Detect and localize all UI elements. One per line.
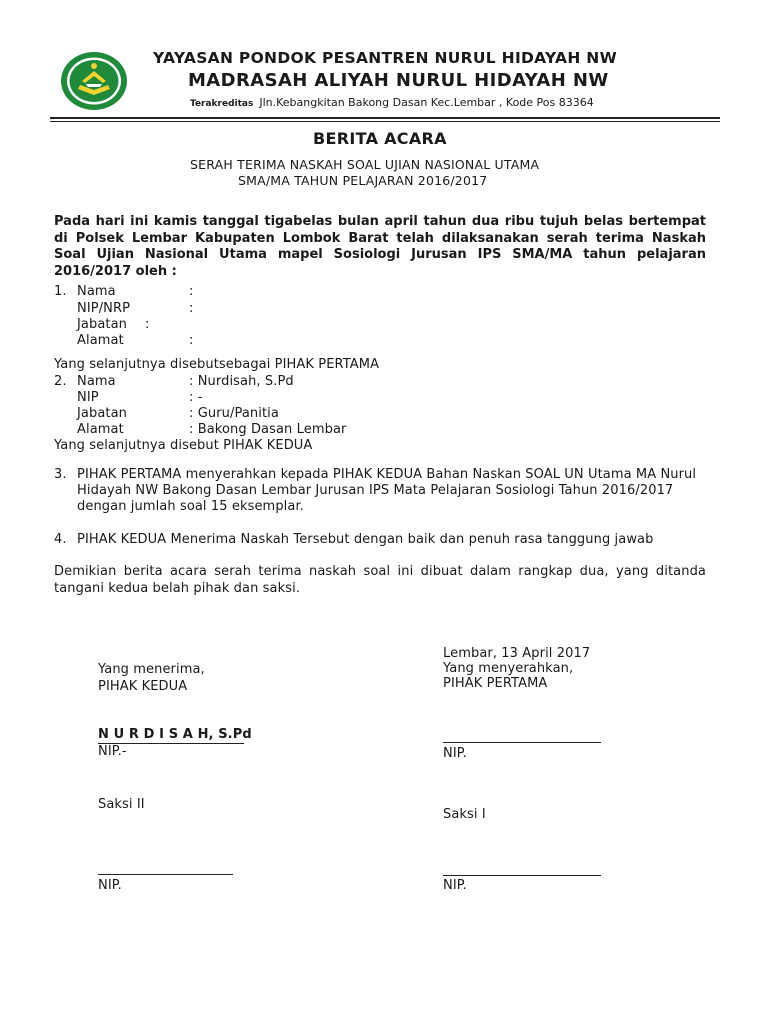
item4-text: PIHAK KEDUA Menerima Naskah Tersebut dengan baik dan penuh rasa tanggung jawab bbox=[77, 532, 654, 547]
party2-nip-value: : - bbox=[189, 390, 203, 405]
party1-jabatan-colon: : bbox=[145, 317, 150, 332]
header-divider-thin bbox=[50, 121, 720, 122]
witness1-label: Saksi I bbox=[443, 807, 486, 822]
item3-line-3: dengan jumlah soal 15 eksemplar. bbox=[77, 499, 304, 514]
party1-alamat-colon: : bbox=[189, 333, 194, 348]
school-name: MADRASAH ALIYAH NURUL HIDAYAH NW bbox=[188, 70, 609, 91]
school-emblem-icon bbox=[60, 51, 128, 111]
header-divider-thick bbox=[50, 117, 720, 119]
document-subtitle-2: SMA/MA TAHUN PELAJARAN 2016/2017 bbox=[238, 173, 488, 188]
intro-paragraph: Pada hari ini kamis tanggal tigabelas bulan april tahun dua ribu tujuh belas bertempat di Polsek Lembar Kabupaten Lombok Barat telah dilaksanakan serah terima Naskah Soal Ujian Nasional Utama mapel Sosiologi Jurusan IPS SMA/MA tahun pelajaran 2016/2017 oleh : bbox=[54, 214, 706, 279]
address-text: Jln.Kebangkitan Bakong Dasan Kec.Lembar , Kode Pos 83364 bbox=[259, 96, 594, 109]
party1-number: 1. bbox=[54, 284, 67, 299]
school-address bbox=[190, 96, 594, 109]
giver-signature-line bbox=[443, 742, 601, 743]
party2-number: 2. bbox=[54, 374, 67, 389]
item3-line-1: PIHAK PERTAMA menyerahkan kepada PIHAK KEDUA Bahan Naskan SOAL UN Utama MA Nurul bbox=[77, 467, 697, 482]
party1-nip-label: NIP/NRP bbox=[77, 301, 131, 316]
party1-note: Yang selanjutnya disebutsebagai PIHAK PERTAMA bbox=[54, 357, 380, 372]
foundation-name: YAYASAN PONDOK PESANTREN NURUL HIDAYAH NW bbox=[153, 49, 617, 67]
party2-jabatan-label: Jabatan bbox=[77, 406, 128, 421]
giver-nip: NIP. bbox=[443, 746, 467, 761]
item4-number: 4. bbox=[54, 532, 67, 547]
place-date: Lembar, 13 April 2017 bbox=[443, 646, 591, 661]
closing-paragraph: Demikian berita acara serah terima naskah soal ini dibuat dalam rangkap dua, yang ditanda tangani kedua belah pihak dan saksi. bbox=[54, 564, 706, 596]
receiver-party: PIHAK KEDUA bbox=[98, 679, 188, 694]
witness2-nip: NIP. bbox=[98, 878, 122, 893]
receiver-label: Yang menerima, bbox=[98, 662, 205, 677]
giver-party: PIHAK PERTAMA bbox=[443, 676, 548, 691]
party2-alamat-label: Alamat bbox=[77, 422, 124, 437]
party1-nama-label: Nama bbox=[77, 284, 116, 299]
party2-nama-label: Nama bbox=[77, 374, 116, 389]
party1-nip-colon: : bbox=[189, 301, 194, 316]
receiver-nip: NIP.- bbox=[98, 744, 127, 759]
giver-label: Yang menyerahkan, bbox=[443, 661, 574, 676]
witness2-signature-line bbox=[98, 874, 233, 875]
party2-nip-label: NIP bbox=[77, 390, 99, 405]
document-title: BERITA ACARA bbox=[313, 129, 447, 148]
party2-note: Yang selanjutnya disebut PIHAK KEDUA bbox=[54, 438, 313, 453]
party1-jabatan-label: Jabatan bbox=[77, 317, 128, 332]
witness2-label: Saksi II bbox=[98, 797, 145, 812]
item3-line-2: Hidayah NW Bakong Dasan Lembar Jurusan IPS Mata Pelajaran Sosiologi Tahun 2016/2017 bbox=[77, 483, 674, 498]
party2-alamat-value: : Bakong Dasan Lembar bbox=[189, 422, 347, 437]
receiver-name: N U R D I S A H, S.Pd bbox=[98, 727, 252, 742]
item3-number: 3. bbox=[54, 467, 67, 482]
witness1-signature-line bbox=[443, 875, 601, 876]
witness1-nip: NIP. bbox=[443, 878, 467, 893]
document-subtitle-1: SERAH TERIMA NASKAH SOAL UJIAN NASIONAL UTAMA bbox=[190, 157, 540, 172]
party1-alamat-label: Alamat bbox=[77, 333, 124, 348]
party1-nama-colon: : bbox=[189, 284, 194, 299]
party2-jabatan-value: : Guru/Panitia bbox=[189, 406, 279, 421]
accreditation-label: Terakreditas bbox=[190, 99, 254, 109]
party2-nama-value: : Nurdisah, S.Pd bbox=[189, 374, 294, 389]
